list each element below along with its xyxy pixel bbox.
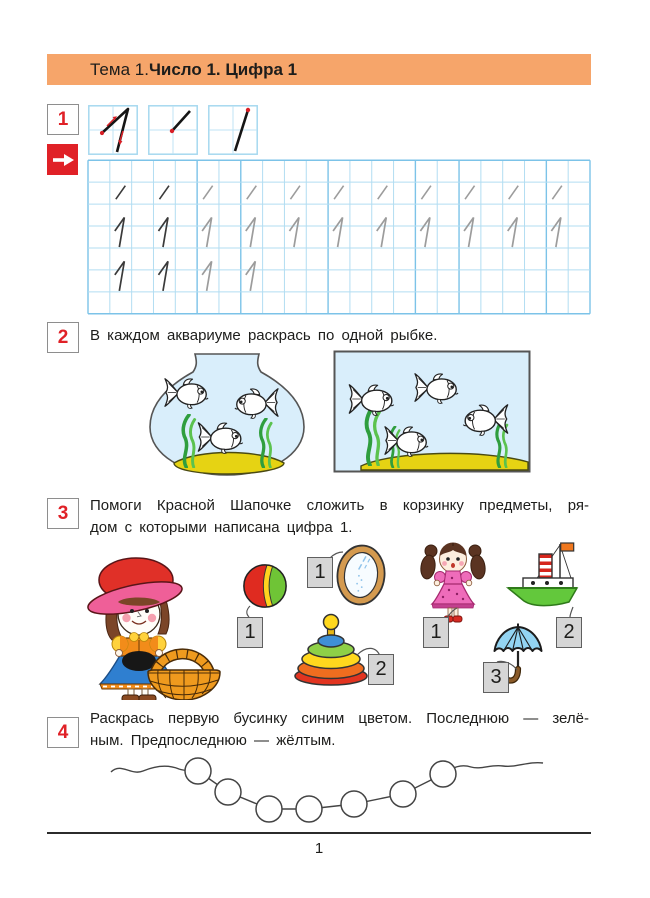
mirror-illustration (334, 542, 388, 608)
label-umbrella: 3 (483, 662, 509, 693)
label-doll: 1 (423, 617, 449, 648)
practice-grid (88, 160, 590, 314)
topic-header (47, 54, 591, 85)
bead (390, 781, 416, 807)
bead (256, 796, 282, 822)
demo-square-1 (89, 106, 137, 154)
doll-illustration (419, 542, 487, 624)
next-arrow-icon (47, 144, 78, 175)
task3-text-line2: дом с которыми написана цифра 1. (90, 519, 353, 536)
topic-prefix: Тема 1. (90, 59, 149, 79)
bead (296, 796, 322, 822)
label-ball: 1 (237, 617, 263, 648)
bead (215, 779, 241, 805)
label-mirror: 1 (307, 557, 333, 588)
demo-square-3 (209, 106, 257, 154)
task3-marker: 3 (47, 498, 79, 529)
ship-illustration (503, 540, 579, 610)
beads-illustration (105, 752, 550, 830)
task2-text: В каждом аквариуме раскрась по одной рыбке. (90, 327, 438, 344)
task2-marker: 2 (47, 322, 79, 353)
label-ship: 2 (556, 617, 582, 648)
task3-text-line1: Помоги Красной Шапочке сложить в корзинку предметы, ря- (90, 497, 589, 514)
pyramid-illustration (291, 610, 371, 686)
task4-text-line2: ным. Предпоследнюю — жёлтым. (90, 732, 336, 749)
label-pyramid: 2 (368, 654, 394, 685)
topic-title: Число 1. Цифра 1 (148, 59, 298, 79)
practice-demo-squares (88, 105, 258, 155)
bead (341, 791, 367, 817)
task1-marker: 1 (47, 104, 79, 135)
page-number: 1 (314, 840, 324, 857)
task4-marker: 4 (47, 717, 79, 748)
aquarium-bowl-illustration (138, 350, 316, 478)
task4-text-line1: Раскрась первую бусинку синим цветом. Последнюю — зелё- (90, 710, 589, 727)
bead (185, 758, 211, 784)
red-riding-hood-illustration (78, 550, 223, 700)
ball-illustration (241, 562, 289, 610)
aquarium-tank-illustration (333, 350, 533, 474)
page-divider (47, 832, 591, 834)
demo-square-2 (149, 106, 197, 154)
bead (430, 761, 456, 787)
